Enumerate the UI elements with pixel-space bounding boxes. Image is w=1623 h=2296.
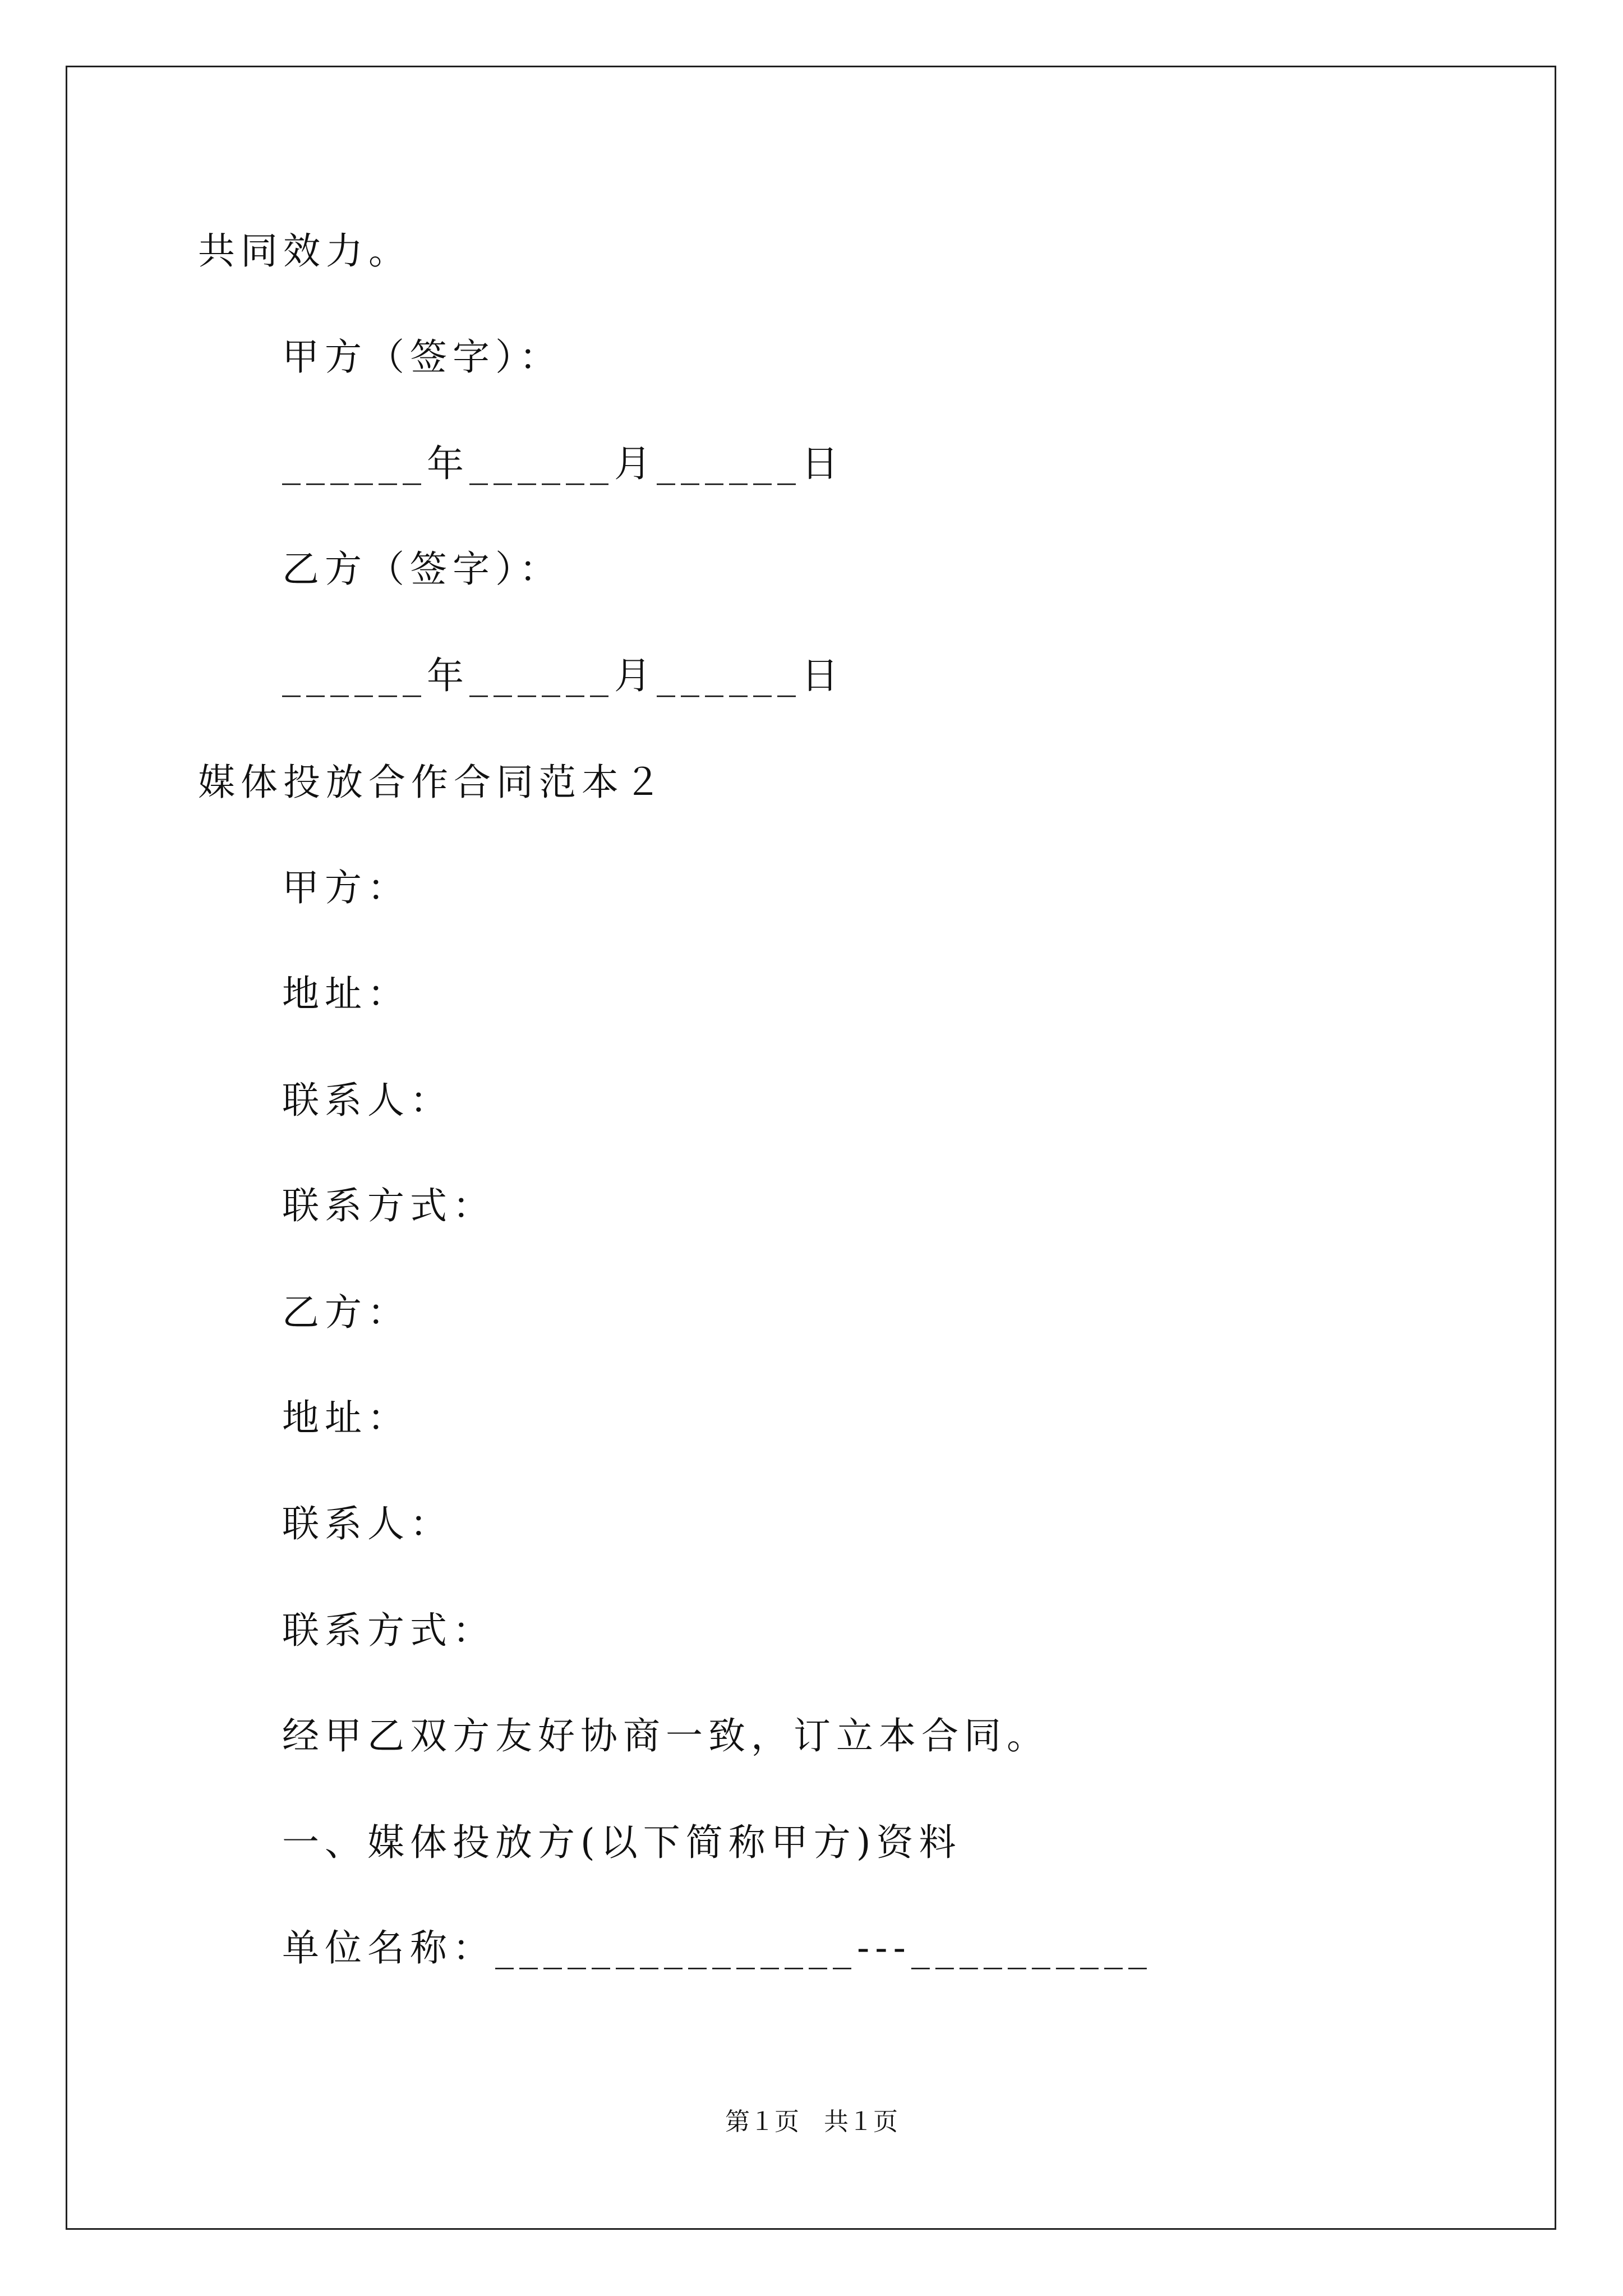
party-a-address-label: 地址： bbox=[282, 972, 410, 1015]
unit-name-field: 单位名称：_______________---__________ bbox=[282, 1926, 1152, 1970]
text-line-continuation: 共同效力。 bbox=[198, 229, 411, 273]
clause-one-heading: 一、媒体投放方(以下简称甲方)资料 bbox=[282, 1821, 962, 1864]
agreement-statement: 经甲乙双方友好协商一致，订立本合同。 bbox=[282, 1714, 1049, 1757]
section-heading: 媒体投放合作合同范本２ bbox=[198, 761, 667, 804]
page-border bbox=[66, 66, 1556, 2230]
party-a-label: 甲方： bbox=[282, 866, 410, 909]
page-footer: 第１页 共１页 bbox=[725, 2108, 898, 2136]
party-a-date-line: ______年______月______日 bbox=[282, 442, 844, 485]
party-a-signature-label: 甲方（签字）： bbox=[282, 335, 562, 379]
party-b-address-label: 地址： bbox=[282, 1396, 410, 1439]
party-b-date-line: ______年______月______日 bbox=[282, 654, 844, 697]
party-a-contact-person-label: 联系人： bbox=[282, 1079, 453, 1122]
party-b-label: 乙方： bbox=[282, 1291, 410, 1334]
party-a-contact-method-label: 联系方式： bbox=[282, 1184, 495, 1227]
party-b-signature-label: 乙方（签字）： bbox=[282, 547, 562, 591]
party-b-contact-person-label: 联系人： bbox=[282, 1502, 453, 1545]
party-b-contact-method-label: 联系方式： bbox=[282, 1609, 495, 1652]
